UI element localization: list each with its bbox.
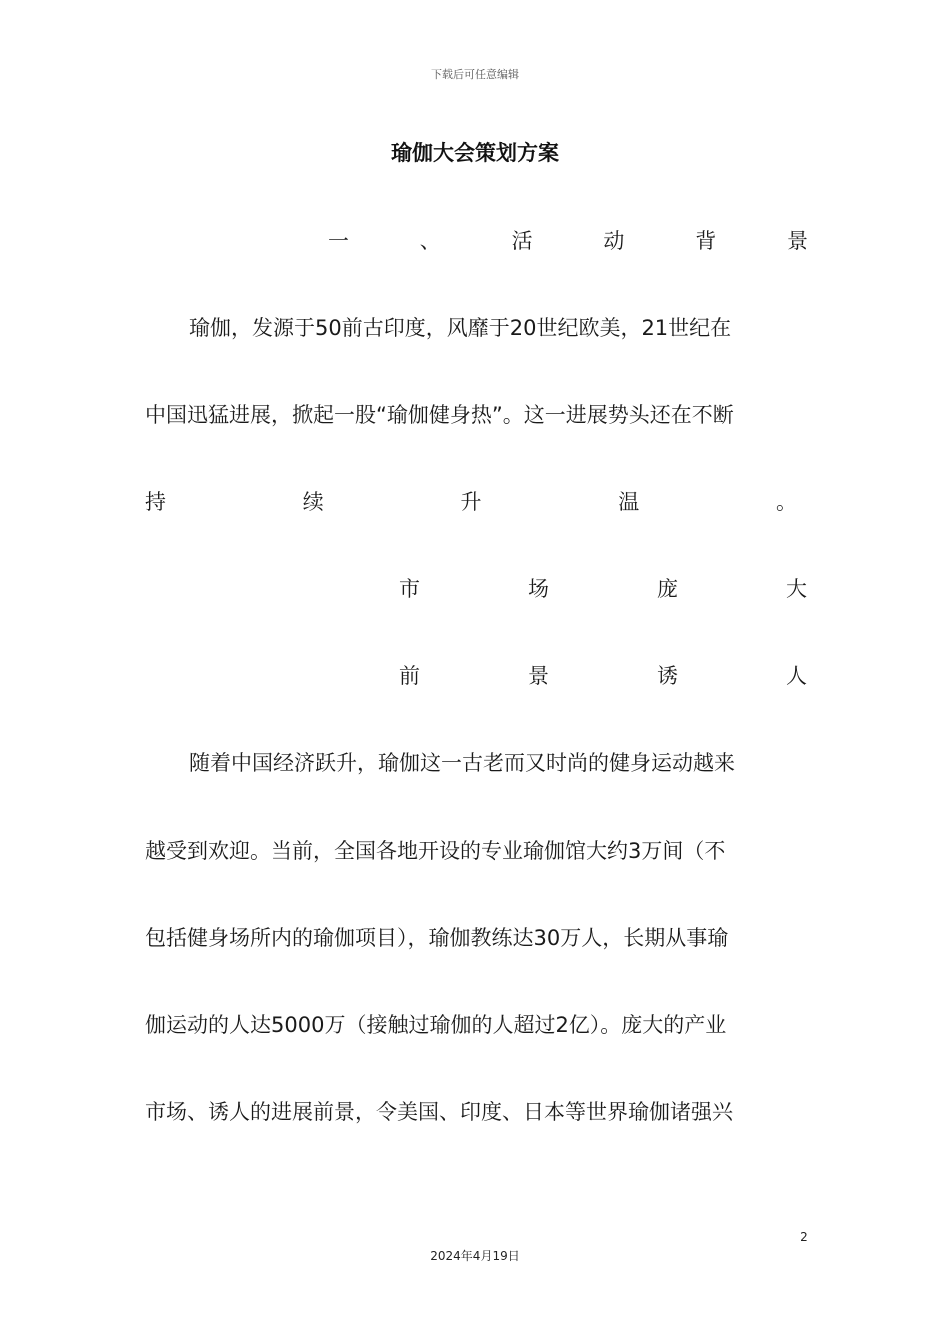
subheading-char: 场 <box>528 577 549 601</box>
paragraph-line: 越受到欢迎。当前，全国各地开设的专业瑜伽馆大约3万间（不 <box>145 839 726 863</box>
subheading-char: 诱 <box>657 664 678 688</box>
heading-char: 、 <box>419 229 441 253</box>
heading-char: 一 <box>328 229 349 253</box>
paragraph-line: 市场、诱人的进展前景，令美国、印度、日本等世界瑜伽诸强兴 <box>145 1100 733 1124</box>
heading-char: 动 <box>603 229 625 253</box>
subheading-char: 庞 <box>657 577 678 601</box>
document-title: 瑜伽大会策划方案 <box>391 141 559 165</box>
section-heading <box>328 226 808 256</box>
subheading-market <box>399 574 807 604</box>
header-note: 下载后可任意编辑 <box>431 68 519 81</box>
text-char: 续 <box>302 490 324 514</box>
paragraph-line: 瑜伽，发源于50前古印度，风靡于20世纪欧美，21世纪在 <box>189 316 732 340</box>
paragraph-line: 包括健身场所内的瑜伽项目），瑜伽教练达30万人，长期从事瑜 <box>145 926 729 950</box>
page-number: 2 <box>800 1230 808 1244</box>
paragraph-line: 伽运动的人达5000万（接触过瑜伽的人超过2亿）。庞大的产业 <box>145 1013 727 1037</box>
paragraph-line: 随着中国经济跃升，瑜伽这一古老而又时尚的健身运动越来 <box>189 751 735 775</box>
heading-char: 背 <box>695 229 717 253</box>
text-char: 。 <box>776 490 797 514</box>
paragraph-line-justified <box>145 487 797 517</box>
subheading-char: 景 <box>528 664 549 688</box>
subheading-char: 大 <box>786 577 807 601</box>
subheading-prospect <box>399 661 807 691</box>
heading-char: 活 <box>511 229 533 253</box>
text-char: 温 <box>618 490 640 514</box>
footer-date: 2024年4月19日 <box>430 1249 520 1263</box>
text-char: 持 <box>145 490 166 514</box>
text-char: 升 <box>460 490 482 514</box>
paragraph-line: 中国迅猛进展，掀起一股“瑜伽健身热”。这一进展势头还在不断 <box>145 403 734 427</box>
subheading-char: 市 <box>399 577 420 601</box>
heading-char: 景 <box>786 229 808 253</box>
subheading-char: 前 <box>399 664 420 688</box>
subheading-char: 人 <box>786 664 807 688</box>
